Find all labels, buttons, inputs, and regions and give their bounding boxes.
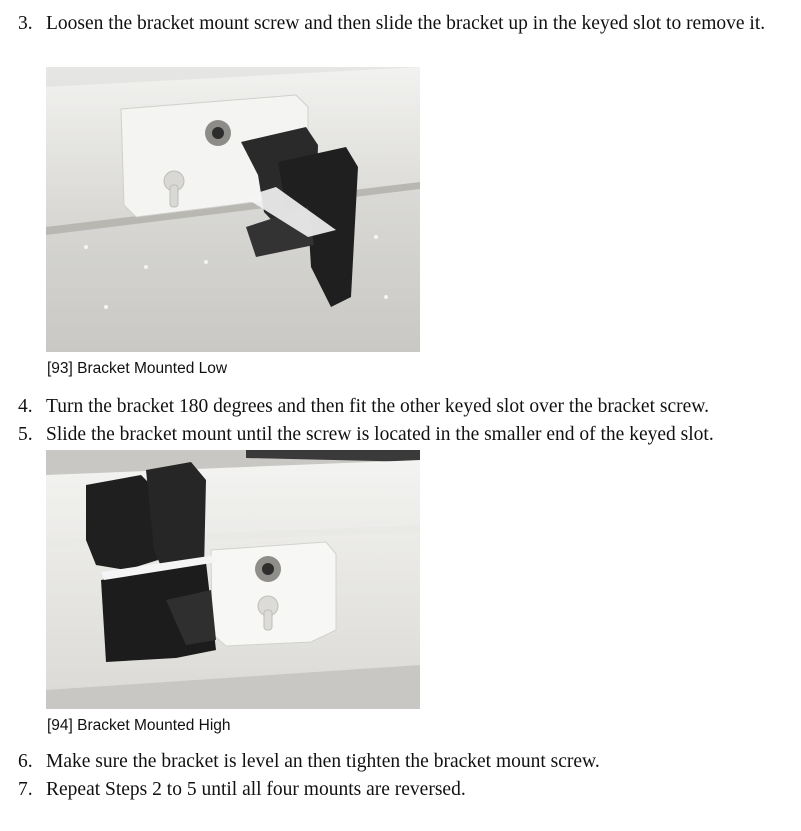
- step-number: 7.: [18, 779, 33, 800]
- figure-caption: [93] Bracket Mounted Low: [47, 360, 228, 377]
- step-3: [18, 11, 793, 36]
- step-text: Slide the bracket mount until the screw is located in the smaller end of the keyed slot.: [46, 424, 714, 445]
- step-number: 6.: [18, 751, 33, 772]
- step-text: Turn the bracket 180 degrees and then fit the other keyed slot over the bracket screw.: [46, 396, 709, 417]
- bracket-mounted-low-photo: [46, 67, 420, 352]
- step-text: Loosen the bracket mount screw and then slide the bracket up in the keyed slot to remove it.: [46, 13, 766, 34]
- bracket-mounted-high-photo: [46, 450, 420, 709]
- step-6: [18, 749, 793, 774]
- step-7: [18, 777, 793, 802]
- step-text: Repeat Steps 2 to 5 until all four mounts are reversed.: [46, 779, 466, 800]
- figure-caption: [94] Bracket Mounted High: [47, 717, 231, 734]
- step-text: Make sure the bracket is level an then tighten the bracket mount screw.: [46, 751, 600, 772]
- step-number: 5.: [18, 424, 33, 445]
- step-5: [18, 422, 793, 447]
- step-number: 3.: [18, 13, 33, 34]
- figure-93-photo: [46, 67, 420, 352]
- step-4: [18, 394, 793, 419]
- figure-94-photo: [46, 450, 420, 709]
- step-number: 4.: [18, 396, 33, 417]
